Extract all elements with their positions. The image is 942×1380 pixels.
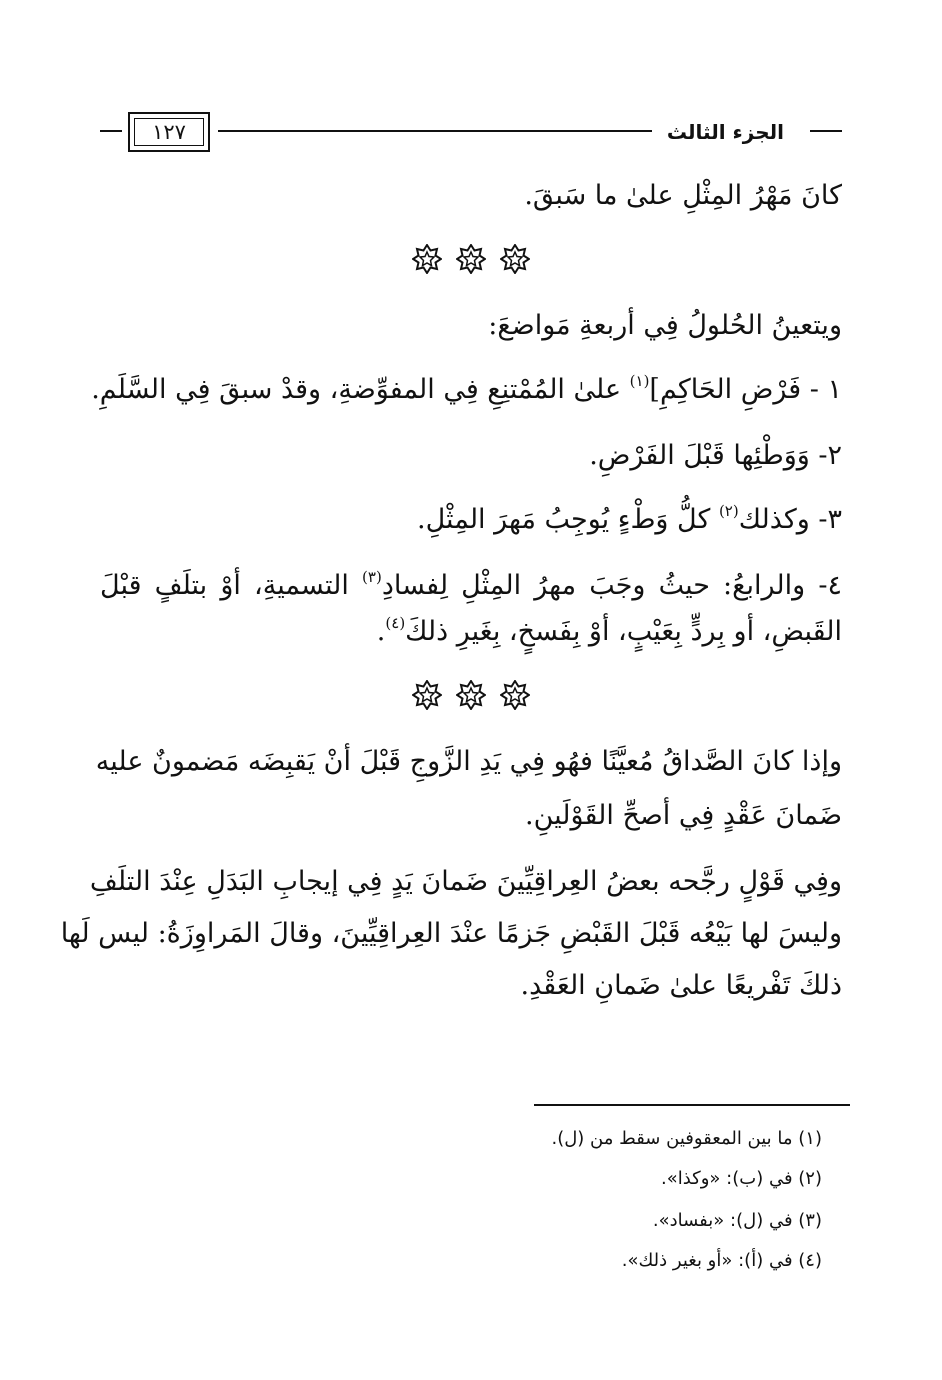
list-item-text: علىٰ المُمْتنِعِ فِي المفوِّضةِ، وقدْ سبقَ فِي السَّلَمِ. xyxy=(91,374,630,405)
star-ornament-icon xyxy=(456,680,486,710)
footnote-1: (١) ما بين المعقوفين سقط من (ل). xyxy=(551,1128,822,1149)
list-item-text: ١ - فَرْضِ الحَاكِمِ] xyxy=(649,374,842,405)
list-item-4-line-1 xyxy=(100,566,842,606)
section-separator xyxy=(0,244,942,274)
list-item-text: . xyxy=(376,616,386,647)
paragraph-4-line-3: ذلكَ تَفْريعًا علىٰ ضَمانِ العَقْدِ. xyxy=(520,970,842,1001)
page-number: ١٢٧ xyxy=(134,118,204,146)
paragraph-3-line-2: ضَمانَ عَقْدٍ فِي أصحِّ القَوْلَينِ. xyxy=(525,800,842,831)
star-ornament-icon xyxy=(456,244,486,274)
page-number-frame xyxy=(128,112,210,152)
footnote-marker: (٢) xyxy=(718,502,739,520)
star-ornament-icon xyxy=(412,244,442,274)
footnote-3: (٣) في (ل): «بفساد». xyxy=(652,1210,822,1231)
header-rule-left xyxy=(100,130,122,132)
footnote-4: (٤) في (أ): «أو بغير ذلك». xyxy=(621,1250,822,1271)
list-item-text: ٣- وكذلك xyxy=(738,504,842,535)
paragraph-3-line-1: وإذا كانَ الصَّداقُ مُعيَّنًا فهُو فِي يَدِ الزَّوجِ قَبْلَ أنْ يَقبِضَه مَضمونٌ عليه xyxy=(95,746,842,777)
list-item-text: ٤- والرابعُ: حيثُ وجَبَ مهرُ المِثْلِ لِفسادِ xyxy=(381,570,842,601)
section-separator xyxy=(0,680,942,710)
star-ornament-icon xyxy=(500,244,530,274)
header-title: الجزء الثالث xyxy=(666,120,784,144)
footnote-marker: (٤) xyxy=(385,614,406,632)
star-ornament-icon xyxy=(412,680,442,710)
text-line: كانَ مَهْرُ المِثْلِ علىٰ ما سَبقَ. xyxy=(524,180,842,211)
list-item-4-line-2 xyxy=(100,612,842,652)
section-intro: ويتعينُ الحُلولُ فِي أربعةِ مَواضعَ: xyxy=(488,310,842,341)
running-header xyxy=(100,112,842,156)
list-item-text: القَبضِ، أو بِردٍّ بِعَيْبٍ، أوْ بِفَسخٍ، بِغَيرِ ذلكَ xyxy=(405,616,842,647)
list-item-2: ٢- وَوَطْئِها قَبْلَ الفَرْضِ. xyxy=(589,440,842,471)
footnote-rule xyxy=(534,1104,850,1106)
list-item-3 xyxy=(100,500,842,540)
list-item-1 xyxy=(91,370,842,410)
paragraph-4-line-1: وفِي قَوْلٍ رجَّحه بعضُ العِراقِيِّينَ ضَمانَ يَدٍ فِي إيجابِ البَدَلِ عِنْدَ التلَفِ xyxy=(89,866,842,897)
header-rule-middle xyxy=(218,130,652,132)
footnote-marker: (٣) xyxy=(362,568,382,586)
list-item-text: كلُّ وَطْءٍ يُوجِبُ مَهرَ المِثْلِ. xyxy=(417,504,719,535)
star-ornament-icon xyxy=(500,680,530,710)
list-item-text: التسميةِ، أوْ بتلَفٍ قبْلَ xyxy=(100,570,363,601)
paragraph-4-line-2: وليسَ لها بَيْعُه قَبْلَ القَبْضِ جَزمًا عنْدَ العِراقِيِّينَ، وقالَ المَراوِزَةُ: ليس لَها xyxy=(60,918,842,949)
header-rule-right xyxy=(810,130,842,132)
footnote-2: (٢) في (ب): «وكذا». xyxy=(660,1168,822,1189)
footnote-marker: (١) xyxy=(629,372,650,390)
